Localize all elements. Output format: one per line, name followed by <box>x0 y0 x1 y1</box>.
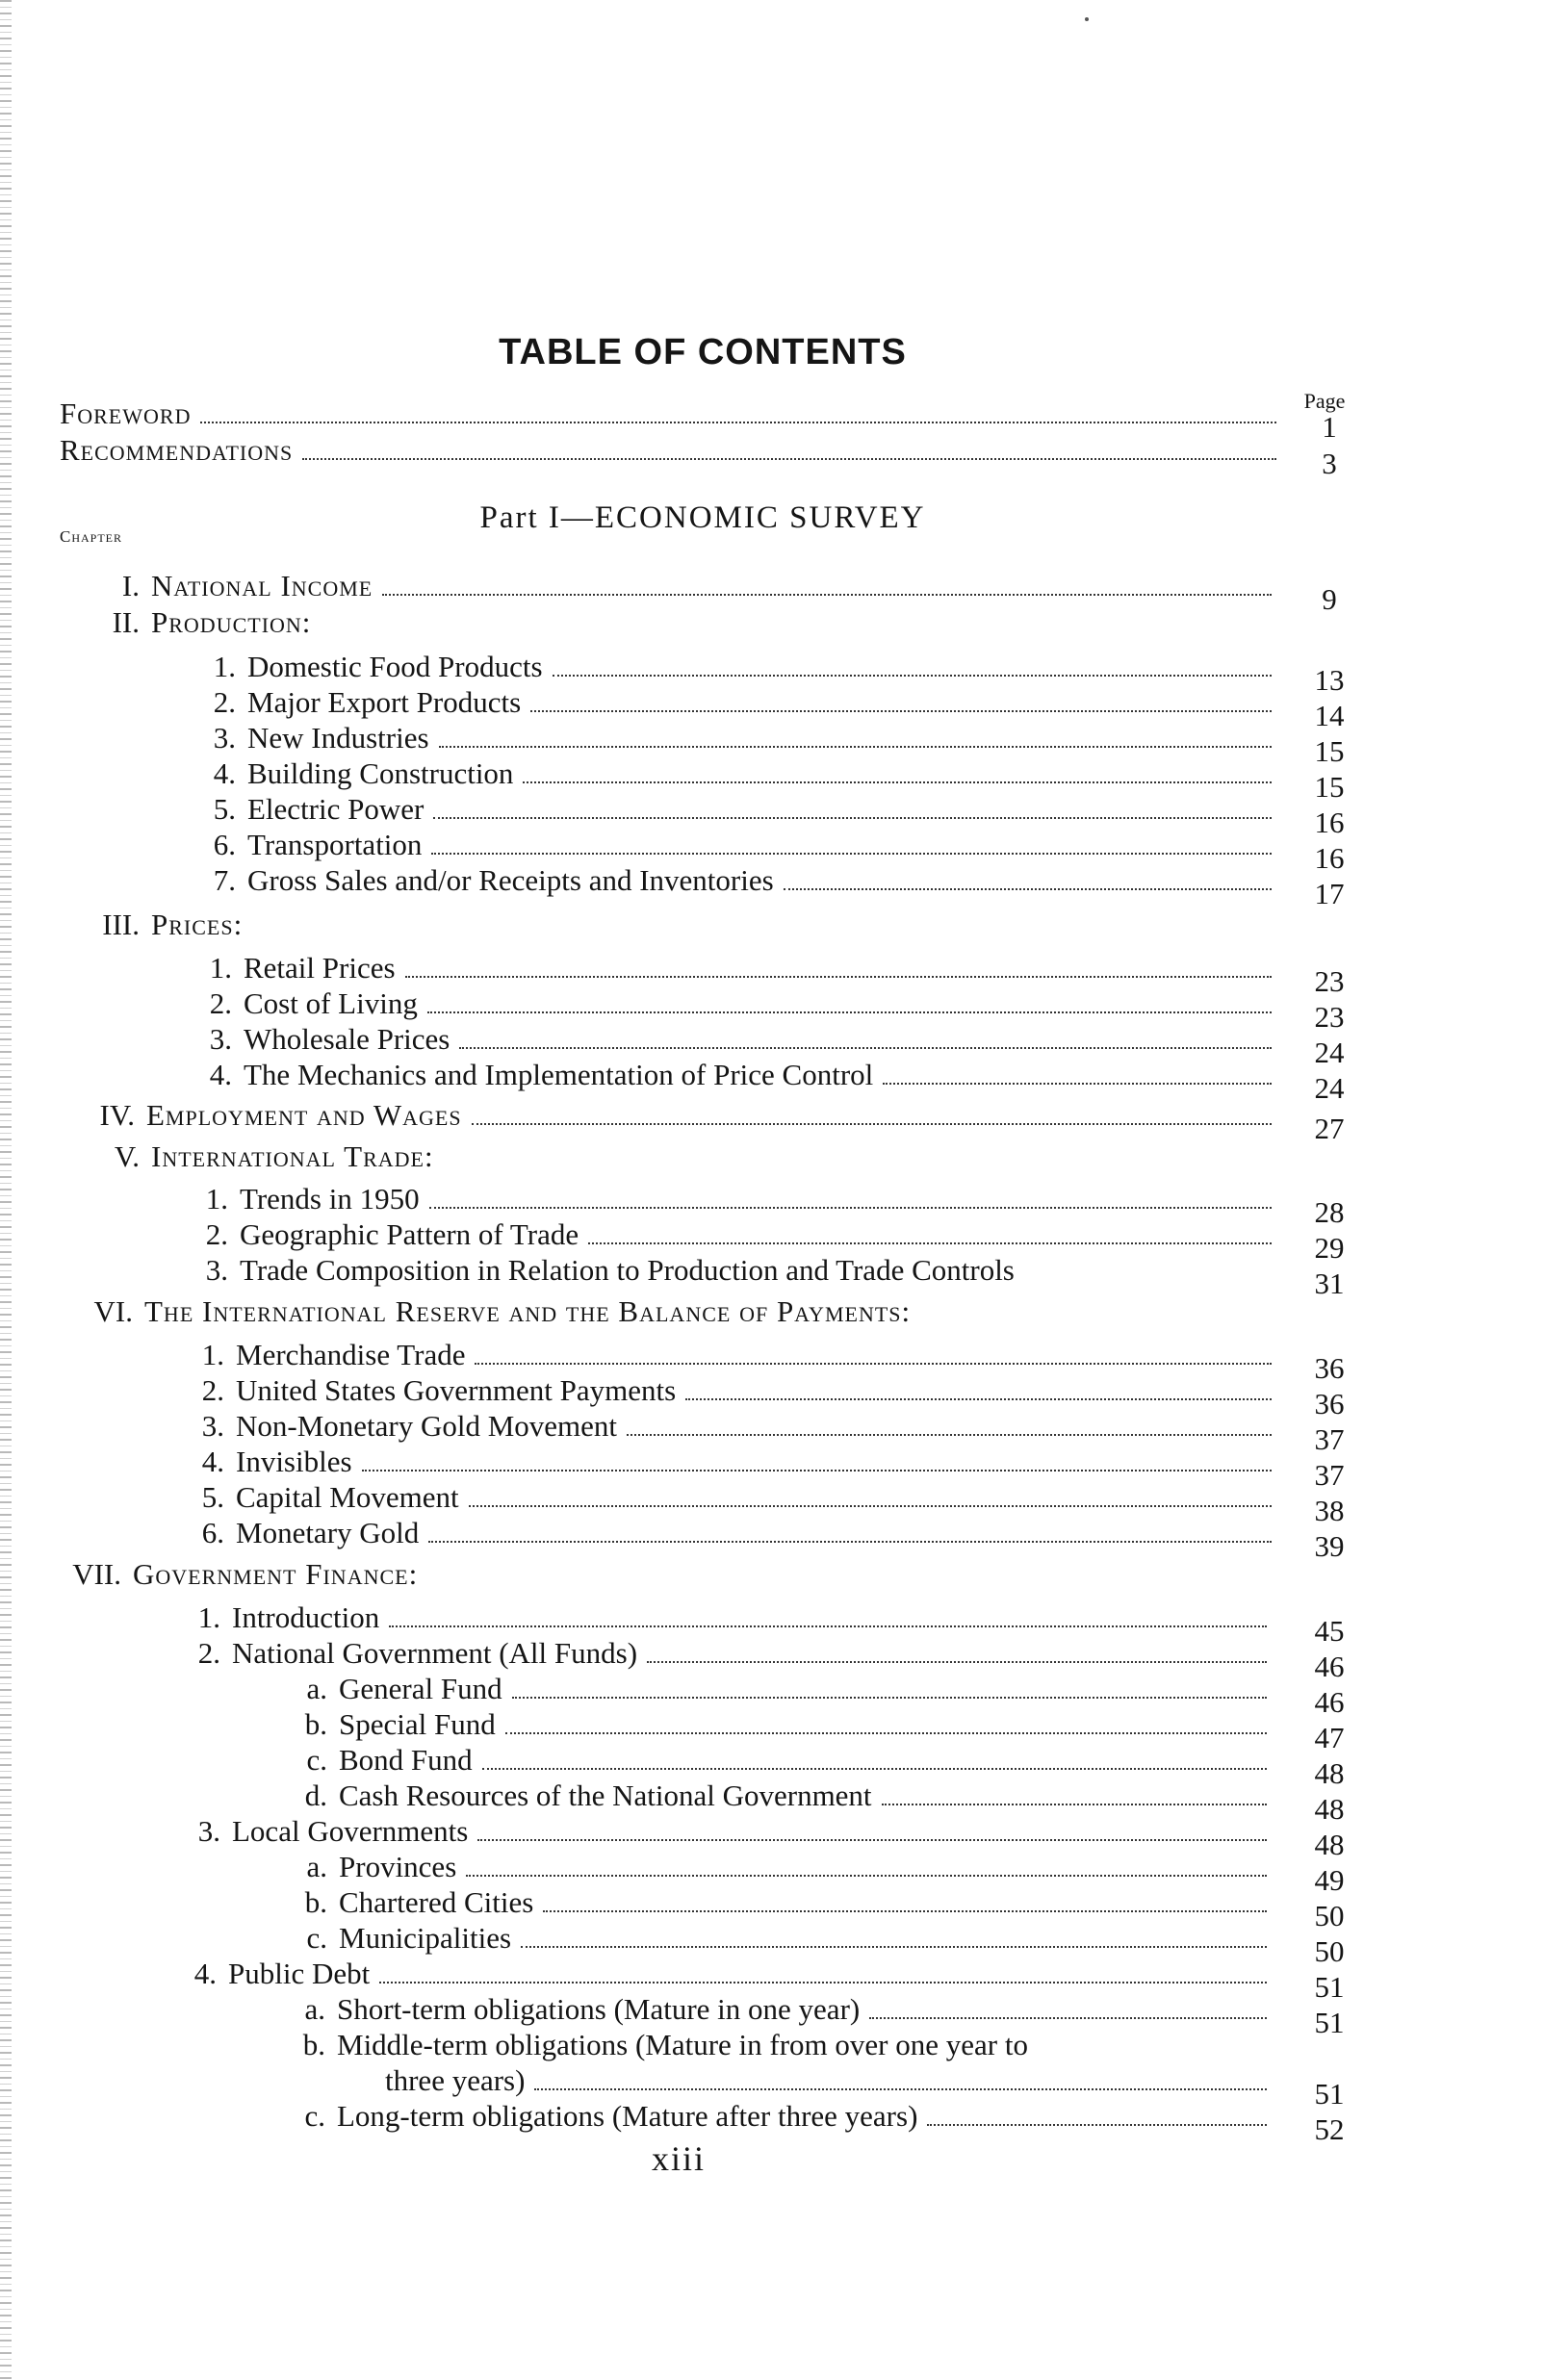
subitem-letter: c. <box>306 1743 327 1777</box>
item-label: Major Export Products <box>247 685 522 719</box>
page-folio: xiii <box>651 2139 706 2178</box>
dot-leader <box>302 458 1276 460</box>
toc-page-number: 39 <box>1314 1529 1345 1563</box>
item-number: 5. <box>201 1480 224 1514</box>
toc-chapter-6[interactable] <box>58 1294 1363 1329</box>
item-number: 1. <box>197 1600 220 1634</box>
toc-page-number: 47 <box>1314 1721 1345 1754</box>
toc-subitem-7-2-c[interactable] <box>279 1743 1363 1790</box>
dot-leader <box>475 1363 1272 1365</box>
toc-subitem-7-2-a[interactable] <box>279 1672 1363 1719</box>
item-label: Trends in 1950 <box>240 1182 420 1216</box>
item-label: Gross Sales and/or Receipts and Inventories <box>247 863 774 897</box>
dot-leader <box>647 1661 1267 1663</box>
toc-item-6-5[interactable] <box>181 1480 1363 1527</box>
subitem-label: Special Fund <box>339 1707 496 1741</box>
item-number: 4. <box>193 1957 217 1990</box>
toc-page-number: 28 <box>1314 1195 1345 1229</box>
toc-page-number: 38 <box>1314 1494 1345 1527</box>
dot-leader <box>882 1804 1267 1805</box>
dot-leader <box>466 1875 1267 1877</box>
item-number: 2. <box>209 986 232 1020</box>
dot-leader <box>431 853 1272 855</box>
toc-chapter-5[interactable] <box>58 1139 1363 1174</box>
dot-leader <box>429 1207 1272 1209</box>
dot-leader <box>433 817 1272 819</box>
dot-leader <box>427 1011 1272 1013</box>
toc-item-6-2[interactable] <box>181 1373 1363 1420</box>
subitem-label: Cash Resources of the National Government <box>339 1779 872 1812</box>
toc-page-number: 13 <box>1314 663 1345 697</box>
chapter-title: Government Finance: <box>133 1557 419 1591</box>
toc-chapter-7[interactable] <box>54 1557 1363 1592</box>
toc-item-6-1[interactable] <box>181 1338 1363 1385</box>
dot-leader <box>543 1910 1267 1912</box>
chapter-title: Prices: <box>151 908 244 941</box>
toc-page-number: 29 <box>1314 1231 1345 1265</box>
chapter-title: National Income <box>151 569 373 602</box>
item-number: 3. <box>213 721 236 755</box>
toc-item-3-1[interactable] <box>189 951 1363 998</box>
dot-leader <box>477 1839 1267 1841</box>
toc-page-number: 52 <box>1314 2112 1345 2146</box>
toc-item-5-3[interactable] <box>185 1253 1363 1300</box>
page-title: TABLE OF CONTENTS <box>499 332 907 372</box>
toc-page-number: 23 <box>1314 1000 1345 1034</box>
subitem-label: Short-term obligations (Mature in one year) <box>337 1992 861 2026</box>
toc-subitem-7-2-d[interactable] <box>279 1779 1363 1826</box>
toc-page-number: 15 <box>1314 770 1345 804</box>
dot-leader <box>482 1768 1267 1770</box>
dot-leader <box>523 781 1272 783</box>
item-number: 2. <box>213 685 236 719</box>
toc-page-number: 37 <box>1314 1458 1345 1492</box>
dot-leader <box>505 1732 1267 1734</box>
item-label: New Industries <box>247 721 429 755</box>
toc-item-2-7[interactable] <box>193 863 1363 910</box>
item-number: 3. <box>197 1814 220 1848</box>
chapter-numeral: II. <box>112 605 140 639</box>
chapter-title: International Trade: <box>151 1139 434 1173</box>
toc-page-number: 46 <box>1314 1650 1345 1683</box>
item-label: United States Government Payments <box>236 1373 677 1407</box>
dot-leader <box>379 1982 1267 1983</box>
toc-item-5-2[interactable] <box>185 1217 1363 1265</box>
toc-item-2-2[interactable] <box>193 685 1363 732</box>
item-number: 1. <box>213 650 236 683</box>
item-label: Geographic Pattern of Trade <box>240 1217 579 1251</box>
toc-item-3-2[interactable] <box>189 986 1363 1034</box>
item-label: National Government (All Funds) <box>232 1636 638 1670</box>
chapter-title: Employment and Wages <box>146 1098 462 1132</box>
item-number: 3. <box>209 1022 232 1056</box>
item-label: Local Governments <box>232 1814 469 1848</box>
toc-page-number: 36 <box>1314 1351 1345 1385</box>
toc-item-2-3[interactable] <box>193 721 1363 768</box>
toc-page-number: 24 <box>1314 1071 1345 1105</box>
toc-subitem-7-4-b[interactable] <box>277 2028 1363 2062</box>
dot-leader <box>869 2017 1267 2019</box>
dot-leader <box>439 746 1272 748</box>
item-number: 1. <box>205 1182 228 1216</box>
item-label: Public Debt <box>228 1957 371 1990</box>
item-number: 7. <box>213 863 236 897</box>
subitem-letter: c. <box>304 2099 325 2133</box>
subitem-letter: c. <box>306 1921 327 1955</box>
item-number: 5. <box>213 792 236 826</box>
dot-leader <box>405 976 1272 978</box>
toc-page-number: 3 <box>1322 447 1337 480</box>
toc-item-2-1[interactable] <box>193 650 1363 697</box>
item-label: Trade Composition in Relation to Production and Trade Controls <box>240 1253 1015 1287</box>
subitem-label: General Fund <box>339 1672 502 1705</box>
item-number: 3. <box>201 1409 224 1443</box>
toc-item-3-4[interactable] <box>189 1058 1363 1105</box>
toc-entry-label: Foreword <box>60 397 192 430</box>
toc-page-number: 50 <box>1314 1899 1345 1932</box>
subitem-letter: d. <box>304 1779 327 1812</box>
item-label: Invisibles <box>236 1445 352 1478</box>
item-number: 4. <box>213 756 236 790</box>
dot-leader <box>389 1625 1267 1627</box>
toc-page-number: 16 <box>1314 841 1345 875</box>
toc-chapter-2[interactable] <box>58 605 1363 640</box>
chapter-numeral: III. <box>102 908 140 941</box>
toc-subitem-7-3-a[interactable] <box>279 1850 1363 1897</box>
item-label: Transportation <box>247 828 423 861</box>
toc-page-number: 17 <box>1314 877 1345 910</box>
dot-leader <box>534 2088 1267 2090</box>
dot-leader <box>382 594 1272 596</box>
item-number: 2. <box>197 1636 220 1670</box>
dot-leader <box>200 422 1276 423</box>
chapter-numeral: VII. <box>72 1557 121 1591</box>
subitem-letter: a. <box>306 1672 327 1705</box>
subitem-letter: b. <box>304 1707 327 1741</box>
dot-leader <box>784 888 1272 890</box>
dot-leader <box>927 2124 1267 2126</box>
toc-page-number: 51 <box>1314 2077 1345 2111</box>
chapter-numeral: I. <box>121 569 140 602</box>
dot-leader <box>530 710 1272 712</box>
dot-leader <box>469 1505 1272 1507</box>
item-number: 1. <box>209 951 232 985</box>
item-label: Building Construction <box>247 756 514 790</box>
toc-page-number: 45 <box>1314 1614 1345 1648</box>
chapter-numeral: IV. <box>99 1098 135 1132</box>
toc-item-7-4[interactable] <box>173 1957 1363 2004</box>
toc-entry-recommendations[interactable] <box>60 433 1363 480</box>
toc-page-number: 50 <box>1314 1934 1345 1968</box>
toc-page-number: 31 <box>1314 1267 1345 1300</box>
toc-subitem-7-3-c[interactable] <box>279 1921 1363 1968</box>
subitem-letter: b. <box>304 1885 327 1919</box>
chapter-column-header: Chapter <box>60 527 123 546</box>
dot-leader <box>883 1083 1272 1085</box>
item-number: 6. <box>213 828 236 861</box>
item-label: Monetary Gold <box>236 1516 420 1549</box>
toc-item-7-2[interactable] <box>177 1636 1363 1683</box>
toc-page-number: 48 <box>1314 1828 1345 1861</box>
item-number: 6. <box>201 1516 224 1549</box>
subitem-label: Long-term obligations (Mature after three years) <box>337 2099 918 2133</box>
dot-leader <box>362 1470 1272 1472</box>
toc-entry-foreword[interactable] <box>60 397 1363 444</box>
item-label: Merchandise Trade <box>236 1338 466 1371</box>
toc-page-number: 1 <box>1322 410 1337 444</box>
subitem-label: Bond Fund <box>339 1743 473 1777</box>
page-column-header: Page <box>1303 389 1346 413</box>
toc-page-number: 51 <box>1314 2006 1345 2039</box>
chapter-numeral: VI. <box>93 1294 133 1328</box>
toc-subitem-7-3-b[interactable] <box>279 1885 1363 1932</box>
toc-page-number: 46 <box>1314 1685 1345 1719</box>
toc-item-6-6[interactable] <box>181 1516 1363 1563</box>
toc-item-7-3[interactable] <box>177 1814 1363 1861</box>
toc-chapter-3[interactable] <box>58 908 1363 942</box>
item-label: Introduction <box>232 1600 380 1634</box>
toc-page-number: 23 <box>1314 964 1345 998</box>
dot-leader <box>627 1434 1272 1436</box>
subitem-label: Provinces <box>339 1850 457 1883</box>
toc-item-2-4[interactable] <box>193 756 1363 804</box>
subitem-label: Middle-term obligations (Mature in from over one year to <box>337 2028 1028 2061</box>
toc-item-6-4[interactable] <box>181 1445 1363 1492</box>
toc-item-3-3[interactable] <box>189 1022 1363 1069</box>
dot-leader <box>459 1047 1272 1049</box>
subitem-label: Municipalities <box>339 1921 512 1955</box>
item-label: Domestic Food Products <box>247 650 543 683</box>
subitem-letter: b. <box>302 2028 325 2061</box>
toc-subitem-7-4-a[interactable] <box>277 1992 1363 2039</box>
scan-speck <box>1085 17 1089 21</box>
toc-subitem-7-4-b-continued[interactable] <box>373 2063 1363 2111</box>
dot-leader <box>472 1123 1272 1125</box>
dot-leader <box>521 1946 1267 1948</box>
item-number: 2. <box>205 1217 228 1251</box>
toc-page-number: 15 <box>1314 734 1345 768</box>
toc-page-number: 48 <box>1314 1756 1345 1790</box>
item-number: 4. <box>201 1445 224 1478</box>
toc-subitem-7-2-b[interactable] <box>279 1707 1363 1754</box>
item-label: Capital Movement <box>236 1480 459 1514</box>
dot-leader <box>588 1242 1272 1244</box>
toc-item-5-1[interactable] <box>185 1182 1363 1229</box>
item-label: Wholesale Prices <box>244 1022 450 1056</box>
toc-page-number: 49 <box>1314 1863 1345 1897</box>
toc-item-2-6[interactable] <box>193 828 1363 875</box>
subitem-letter: a. <box>304 1992 325 2026</box>
dot-leader <box>553 675 1272 677</box>
toc-page-number: 36 <box>1314 1387 1345 1420</box>
subitem-letter: a. <box>306 1850 327 1883</box>
dot-leader <box>428 1541 1272 1543</box>
toc-chapter-1[interactable] <box>58 569 1363 616</box>
item-number: 3. <box>205 1253 228 1287</box>
toc-page-number: 27 <box>1314 1112 1345 1145</box>
subitem-label-continuation: three years) <box>385 2063 526 2097</box>
part-heading: Part I—ECONOMIC SURVEY <box>479 500 926 535</box>
toc-chapter-4[interactable] <box>58 1098 1363 1145</box>
item-label: Cost of Living <box>244 986 418 1020</box>
item-label: The Mechanics and Implementation of Price Control <box>244 1058 874 1091</box>
toc-item-6-3[interactable] <box>181 1409 1363 1456</box>
toc-page-number: 48 <box>1314 1792 1345 1826</box>
toc-item-2-5[interactable] <box>193 792 1363 839</box>
item-number: 4. <box>209 1058 232 1091</box>
item-label: Non-Monetary Gold Movement <box>236 1409 618 1443</box>
toc-subitem-7-4-c[interactable] <box>277 2099 1363 2146</box>
item-number: 2. <box>201 1373 224 1407</box>
chapter-numeral: V. <box>114 1139 140 1173</box>
dot-leader <box>685 1398 1272 1400</box>
toc-page-number: 14 <box>1314 699 1345 732</box>
item-label: Retail Prices <box>244 951 396 985</box>
toc-page-number: 37 <box>1314 1422 1345 1456</box>
toc-page-number: 16 <box>1314 806 1345 839</box>
toc-page-number: 9 <box>1322 582 1337 616</box>
item-number: 1. <box>201 1338 224 1371</box>
toc-entry-label: Recommendations <box>60 433 294 467</box>
subitem-label: Chartered Cities <box>339 1885 534 1919</box>
chapter-title: Production: <box>151 605 312 639</box>
toc-page-number: 51 <box>1314 1970 1345 2004</box>
toc-item-7-1[interactable] <box>177 1600 1363 1648</box>
item-label: Electric Power <box>247 792 425 826</box>
dot-leader <box>512 1697 1267 1699</box>
chapter-title: The International Reserve and the Balance of Payments: <box>144 1294 912 1328</box>
toc-page-number: 24 <box>1314 1036 1345 1069</box>
